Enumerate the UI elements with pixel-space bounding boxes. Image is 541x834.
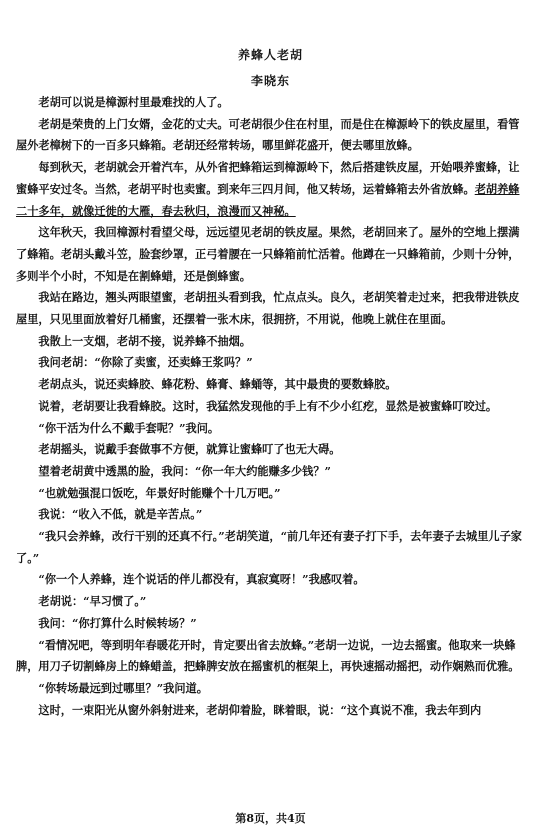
paragraph-text: 每到秋天，老胡就会开着汽车，从外省把蜂箱运到樟源岭下，然后搭建铁皮屋，开始喂养蜜蜂，让蜜蜂平安过冬。当然，老胡平时也卖蜜。到来年三四月间，他又转场，运着蜂箱去外省放蜂。 xyxy=(16,160,520,196)
paragraph: 老胡说：“早习惯了。” xyxy=(38,594,147,609)
article-body xyxy=(16,92,524,721)
paragraph xyxy=(16,157,524,222)
paragraph: 望着老胡黄中透黑的脸，我问：“你一年大约能赚多少钱？” xyxy=(38,463,331,478)
paragraph: “也就勉强混口饭吃，年景好时能赚个十几万吧。” xyxy=(38,485,281,500)
paragraph: 老胡可以说是樟源村里最难找的人了。 xyxy=(38,95,229,109)
paragraph: “我只会养蜂，改行干别的还真不行。”老胡笑道，“前几年还有妻子打下手，去年妻子去城里儿子家了。” xyxy=(16,529,522,565)
paragraph: “你转场最远到过哪里？”我问道。 xyxy=(38,680,208,695)
paragraph: 我站在路边，翘头两眼望蜜，老胡扭头看到我，忙点点头。良久，老胡笑着走过来，把我带进铁皮屋里，只见里面放着好几桶蜜，还摆着一张木床，很拥挤，不用说，他晚上就住在里面。 xyxy=(16,290,520,327)
article-title: 养蜂人老胡 xyxy=(237,48,303,62)
paragraph: 这时，一束阳光从窗外斜射进来，老胡仰着脸，眯着眼，说：“这个真说不准，我去年到内 xyxy=(38,702,482,717)
paragraph: 我问老胡：“你除了卖蜜，还卖蜂王浆吗？” xyxy=(38,355,253,370)
paragraph: “你干活为什么不戴手套呢？”我问。 xyxy=(38,420,220,435)
author-name: 李晓东 xyxy=(250,74,290,88)
paragraph: 我问：“你打算什么时候转场？” xyxy=(38,615,197,630)
paragraph: “看情况吧，等到明年春暖花开时，肯定要出省去放蜂。”老胡一边说，一边去摇蜜。他取来一块蜂脾，用刀子切割蜂房上的蜂蜡盖，把蜂脾安放在摇蜜机的框架上，再快速摇动摇把，动作娴熟而优雅。 xyxy=(16,637,520,674)
underlined-sentence: 老胡养蜂二十多年，就像迁徙的大雁，春去秋归，浪漫而又神秘。 xyxy=(16,181,520,218)
paragraph: “你一个人养蜂，连个说话的伴儿都没有，真寂寞呀！”我感叹着。 xyxy=(38,572,365,587)
paragraph: 老胡摇头，说戴手套做事不方便，就算让蜜蜂叮了也无大碍。 xyxy=(38,442,341,457)
paragraph: 老胡是荣贵的上门女婿，金花的丈夫。可老胡很少住在村里，而是住在樟源岭下的铁皮屋里，看管屋外老樟树下的一百多只蜂箱。老胡还经常转场，哪里鲜花盛开，便去哪里放蜂。 xyxy=(16,116,520,153)
paragraph: 说着，老胡要让我看蜂胶。这时，我猛然发现他的手上有不少小红疙，显然是被蜜蜂叮咬过。 xyxy=(38,398,498,413)
paragraph: 老胡点头，说还卖蜂胶、蜂花粉、蜂膏、蜂蛹等，其中最贵的要数蜂胶。 xyxy=(38,377,397,392)
page-number: 第8页，共4页 xyxy=(235,812,306,825)
paragraph: 这年秋天，我回樟源村看望父母，远远望见老胡的铁皮屋。果然，老胡回来了。屋外的空地上摆满了蜂箱。老胡头戴斗笠，脸套纱罩，正弓着腰在一只蜂箱前忙活着。他蹲在一只蜂箱前，少则十分钟，多则半个小时，不知是在割蜂蜡，还是倒蜂蜜。 xyxy=(16,225,520,283)
paragraph: 我散上一支烟，老胡不接，说养蜂不抽烟。 xyxy=(38,333,251,348)
paragraph: 我说：“收入不低，就是辛苦点。” xyxy=(38,507,203,522)
